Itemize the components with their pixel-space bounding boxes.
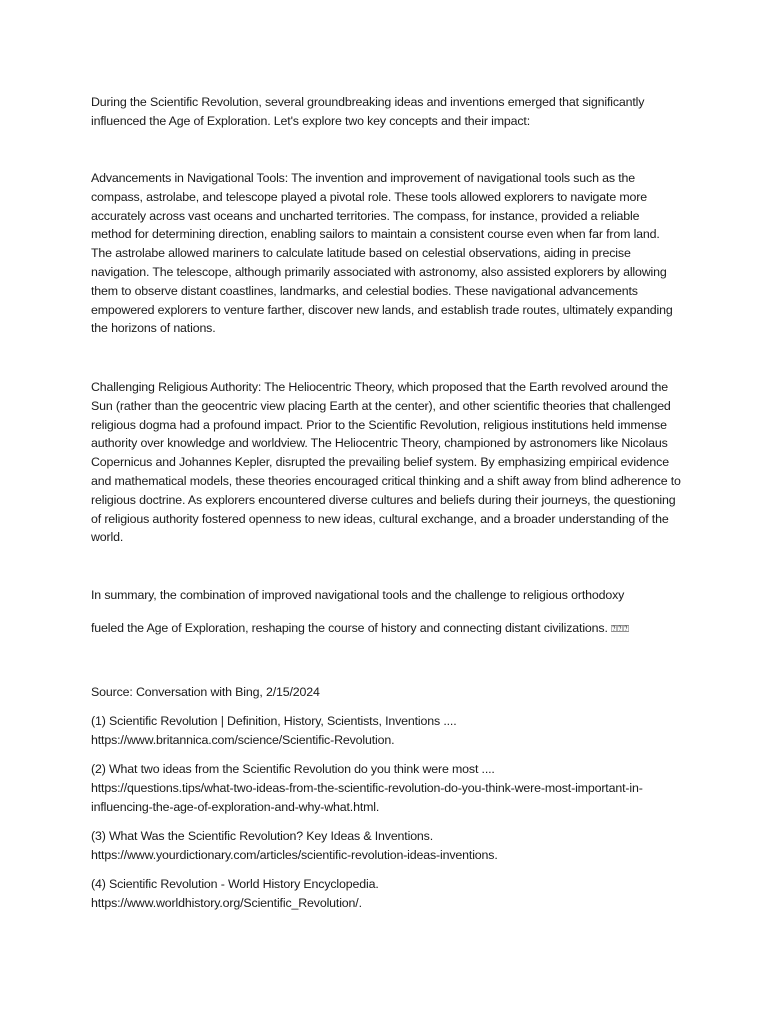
navigational-tools-paragraph: Advancements in Navigational Tools: The invention and improvement of navigational tools such as the compass, astrolabe, and telescope played a pivotal role. These tools allowed explorers to navigate more accurately across vast oceans and uncharted territories. The compass, for instance, provided a reliable method for determining direction, enabling sailors to maintain a consistent course even when far from land. The astrolabe allowed mariners to calculate latitude based on celestial observations, aiding in precise navigation. The telescope, although primarily associated with astronomy, also assisted explorers by allowing them to observe distant coastlines, landmarks, and celestial bodies. These navigational advancements empowered explorers to venture farther, discover new lands, and establish trade routes, ultimately expanding the horizons of nations. (91, 171, 673, 336)
reference-item (91, 712, 681, 750)
reference-title: (1) Scientific Revolution | Definition, History, Scientists, Inventions .... (91, 714, 457, 728)
reference-url[interactable]: https://www.yourdictionary.com/articles/scientific-revolution-ideas-inventions. (91, 847, 498, 862)
source-line: Source: Conversation with Bing, 2/15/2024 (91, 685, 320, 699)
reference-title: (2) What two ideas from the Scientific Revolution do you think were most .... (91, 762, 495, 776)
reference-item (91, 827, 681, 865)
reference-url[interactable]: https://questions.tips/what-two-ideas-from-the-scientific-revolution-do-you-think-were-most-important-in-influencing-the-age-of-exploration-and-why-what.html. (91, 780, 643, 814)
reference-title: (3) What Was the Scientific Revolution? Key Ideas & Inventions. (91, 829, 434, 843)
intro-paragraph: During the Scientific Revolution, several groundbreaking ideas and inventions emerged that significantly influenced the Age of Exploration. Let's explore two key concepts and their impact: (91, 95, 645, 128)
reference-item (91, 760, 691, 816)
reference-title: (4) Scientific Revolution - World History Encyclopedia. (91, 877, 379, 891)
summary-line-2 (91, 619, 681, 640)
reference-item (91, 875, 681, 913)
reference-url[interactable]: https://www.worldhistory.org/Scientific_Revolution/. (91, 895, 362, 910)
summary-line-2-text: fueled the Age of Exploration, reshaping the course of history and connecting distant civilizations. (91, 621, 608, 635)
reference-url[interactable]: https://www.britannica.com/science/Scientific-Revolution. (91, 732, 395, 747)
summary-line-1: In summary, the combination of improved navigational tools and the challenge to religious orthodoxy (91, 588, 625, 602)
missing-glyph-icons: ⍰⍰⍰ (611, 624, 630, 635)
religious-authority-paragraph: Challenging Religious Authority: The Heliocentric Theory, which proposed that the Earth revolved around the Sun (rather than the geocentric view placing Earth at the center), and other scientific theories that challenged religious dogma had a profound impact. Prior to the Scientific Revolution, religious institutions held immense authority over knowledge and worldview. The Heliocentric Theory, championed by astronomers like Nicolaus Copernicus and Johannes Kepler, disrupted the prevailing belief system. By emphasizing empirical evidence and mathematical models, these theories encouraged critical thinking and a shift away from blind adherence to religious doctrine. As explorers encountered diverse cultures and beliefs during their journeys, the questioning of religious authority fostered openness to new ideas, cultural exchange, and a broader understanding of the world. (91, 380, 681, 545)
